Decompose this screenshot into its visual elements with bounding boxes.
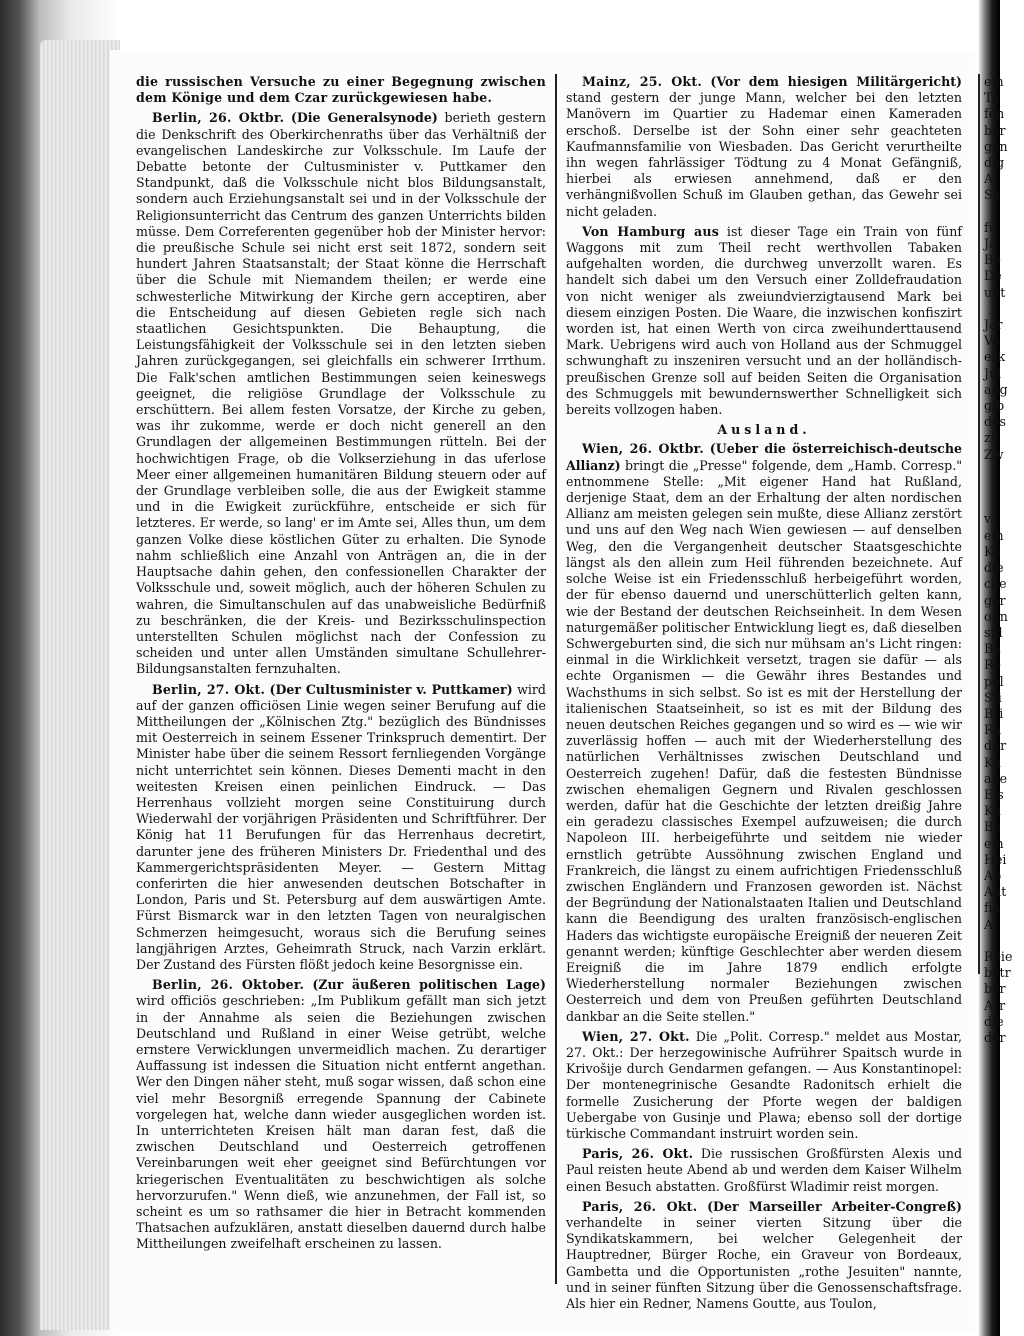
article-body: wird officiös geschrieben: „Im Publikum gefällt man sich jetzt in der Annahme als seien die Beziehungen zwischen Deutschland und Rußland in einer Weise getrübt, welche ernstere Verwicklungen unvermeidlich machen. Zu derartiger Auffassung ist indessen die Situation nicht entfernt angethan. Wer den Dingen näher steht, muß sogar wissen, daß schon eine viel mehr Besorgniß erregende Spannung der Cabinete vorgelegen hat, welche dann wieder ausgeglichen worden ist. In unterrichteten Kreisen hält man daran fest, daß die zwischen Deutschland und Oesterreich getroffenen Vereinbarungen weit eher geeignet sind Befürchtungen vor kriegerischen Eventualitäten zu beschwichtigen als solche hervorzurufen." Wenn dieß, wie anzunehmen, der Fall ist, so scheint es um so rathsamer die hier in Betracht kommenden Thatsachen aufzuklären, anstatt dieselben dauernd durch halbe Mittheilungen zweifelhaft erscheinen zu lassen. <box>136 993 546 1252</box>
cut-off-line-fragment: des <box>984 414 1006 430</box>
cut-off-line-fragment: pol <box>984 673 1004 689</box>
article-berlin-cultusminister <box>136 682 546 974</box>
cut-off-line-fragment: zu <box>984 430 999 446</box>
cut-off-line-fragment: Hei <box>984 851 1007 867</box>
cut-off-line-fragment: Ab <box>984 867 1002 883</box>
cut-off-line-fragment: ohn <box>984 608 1008 624</box>
cut-off-line-fragment: fen <box>984 106 1005 122</box>
cut-off-line-fragment: unt <box>984 284 1006 300</box>
cut-off-line-fragment: Ta <box>984 90 999 106</box>
cut-off-line-fragment: Sti <box>984 689 1002 705</box>
cut-off-line-fragment <box>984 933 1024 949</box>
article-body: verhandelte in seiner vierten Sitzung über die Syndikatskammern, bei welcher Gelegenheit der Hauptredner, Bürger Roche, ein Graveur von Bordeaux, Gambetta und die Opportunisten „rothe Jesuiten" nannte, und in seiner fünften Sitzung über die Genossenschaftsfrage. Als hier ein Redner, Namens Goutte, aus Toulon, <box>566 1215 962 1312</box>
article-hamburg <box>566 224 962 418</box>
cut-off-line-fragment: Ra <box>984 722 1002 738</box>
dateline: Berlin, 26. Oktbr. <box>152 110 285 126</box>
cut-off-line-fragment: Jul <box>984 365 1002 381</box>
cut-off-line-fragment: Ka <box>984 803 1001 819</box>
cut-off-line-fragment: Ja <box>984 236 997 252</box>
article-wien-allianz <box>566 441 962 1024</box>
dateline: Berlin, 26. Oktober. <box>152 977 305 993</box>
cut-off-line-fragment: Reie <box>984 948 1013 964</box>
cut-off-line-fragment: ang <box>984 381 1008 397</box>
dateline: Von Hamburg aus <box>582 223 719 239</box>
cut-off-line-fragment: der <box>984 1029 1006 1045</box>
article-body: stand gestern der junge Mann, welcher bei den letzten Manövern im Quartier zu Hademar einen Kameraden erschoß. Derselbe ist der Sohn einer sehr geachteten Kaufmannsfamilie von Wiesbaden. Das Gericht verurtheilte ihn wegen fahrlässiger Tödtung zu 4 Monat Gefängniß, hierbei als erwiesen annehmend, daß er den verhängnißvollen Schuß im Glauben gethan, das Gewehr sei nicht geladen. <box>566 90 962 219</box>
section-heading-ausland: Ausland. <box>717 422 811 438</box>
column-divider-right <box>978 74 980 974</box>
article-headline: (Zur äußeren politischen Lage) <box>312 977 546 993</box>
article-wien-polit-corresp <box>566 1029 962 1142</box>
cut-off-line-fragment: die <box>984 560 1004 576</box>
article-paris-grossfuersten <box>566 1146 962 1195</box>
article-body: Die russischen Großfürsten Alexis und Paul reisten heute Abend ab und werden dem Kaiser Wilhelm einen Besuch abstatten. Großfürst Wladimir reist morgen. <box>566 1146 963 1194</box>
cut-off-line-fragment: abe <box>984 770 1008 786</box>
article-headline: (Die Generalsynode) <box>290 110 438 126</box>
cut-off-line-fragment: die <box>984 1013 1004 1029</box>
continuation-text: die russischen Versuche zu einer Begegnung zwischen dem Könige und dem Czar zurückgewiesen habe. <box>136 74 546 106</box>
cut-off-line-fragment: ein <box>984 74 1004 89</box>
cut-off-line-fragment: erk <box>984 349 1006 365</box>
cut-off-line-fragment <box>984 301 1024 317</box>
article-berlin-politische-lage <box>136 977 546 1252</box>
dateline: Wien, 26. Oktbr. <box>582 441 704 457</box>
cut-off-line-fragment: Ant <box>984 884 1007 900</box>
article-headline: (Der Marseiller Arbeiter-Congreß) <box>707 1198 962 1214</box>
cut-off-line-fragment: ein <box>984 527 1004 543</box>
article-paris-arbeiter-congress <box>566 1199 962 1312</box>
dateline: Wien, 27. Okt. <box>582 1028 690 1044</box>
cut-off-line-fragment: Ar <box>984 171 1000 187</box>
article-body: wird auf der ganzen officiösen Linie wegen seiner Berufung auf die Mittheilungen der „Kölnischen Ztg." bezüglich des Bündnisses mit Oesterreich in seinem Essener Trinkspruch dementirt. Der Minister habe über die seinem Ressort fernliegenden Vorgänge nicht unterrichtet sein können. Dieses Dementi macht in den weitesten Kreisen einen peinlichen Eindruck. — Das Herrenhaus vollzieht morgen seine Constituirung durch Wiederwahl der vorjährigen Präsidenten und Schriftführer. Der König hat 11 Berufungen für das Herrenhaus decretirt, darunter jene des früheren Ministers Dr. Friedenthal und des Kammergerichtspräsidenten Meyer. — Gestern Mittag conferirten die hier anwesenden deutschen Botschafter in London, Paris und St. Petersburg auf dem auswärtigen Amte. Fürst Bismarck war in den letzten Tagen von neuralgischen Schmerzen heimgesucht, woraus sich die Berufung seines langjährigen Arztes, Geheimrath Struck, nach Varzin erklärt. Der Zustand des Fürsten flößt jedoch keine Besorgnisse ein. <box>136 681 546 972</box>
dateline: Paris, 26. Okt. <box>582 1146 694 1162</box>
cut-off-line-fragment: Ka <box>984 754 1001 770</box>
dateline: Berlin, 27. Okt. <box>152 681 266 697</box>
cut-off-line-fragment: dur <box>984 738 1007 754</box>
cut-off-line-fragment: v. <box>984 511 994 527</box>
cut-off-line-fragment <box>984 463 1024 479</box>
cut-off-line-fragment: Jar <box>984 317 1003 333</box>
cut-off-line-fragment <box>984 204 1024 220</box>
article-headline: (Der Cultusminister v. Puttkamer) <box>269 681 513 697</box>
article-body: Die „Polit. Corresp." meldet aus Mostar, 27. Okt.: Der herzegowinische Aufrührer Spaitsch wurde in Krivošije durch Gendarmen gefangen. — Aus Konstantinopel: Der montenegrinische Gesandte Radonitsch erhielt die formelle Zusicherung der Pforte wegen der baldigen Uebergabe von Gusinje und Plawa; ebenso soll der dortige türkische Commandant instruirt worden sein. <box>566 1028 962 1141</box>
cut-off-line-fragment: Zw <box>984 446 1004 462</box>
page-stack-edge <box>40 40 120 1330</box>
article-headline: (Vor dem hiesigen Militärgericht) <box>710 74 962 89</box>
column-2 <box>566 74 962 1316</box>
cut-off-line-fragment <box>984 495 1024 511</box>
cut-off-line-fragment <box>984 479 1024 495</box>
scan-top-margin <box>110 0 980 52</box>
cut-off-line-fragment: Bo <box>984 252 1001 268</box>
article-body: bringt die „Presse" folgende, dem „Hamb. Corresp." entnommene Stelle: „Mit eigener Hand hat Rußland, derjenige Staat, dem an der Erhaltung der alten nordischen Allianz am meisten gelegen sein mußte, diese Allianz zerstört und uns auf den Weg nach Wien gewiesen — auf denselben Weg, den die Vergangenheit deutscher Staatsgeschichte längst als den allein zum Heil führenden bezeichnete. Auf solche Weise ist ein Friedensschluß herbeigeführt worden, der für ebenso dauernd und unerschütterlich gelten kann, wie der Bestand der deutschen Reichseinheit. In dem Wesen naturgemäßer politischer Entwicklung liegt es, daß dieselben Schwergeburten sind, die sich nur mühsam an's Licht ringen: einmal in die Wirklichkeit versetzt, tragen sie dafür — als echte Organismen — die Gewähr ihres Bestandes und Wachsthums in sich selbst. So ist es mit der Herstellung der italienischen Staatseinheit, so ist es mit der Bildung des neuen deutschen Reiches gegangen und so wird es — wie wir zuverlässig hoffen — auch mit der Wiederherstellung des natürlichen Verhältnisses zwischen Deutschland und Oesterreich zugehen! Dafür, daß die festesten Bündnisse zwischen ehemaligen Gegnern und Rivalen geschlossen werden, dafür hat die Geschichte der letzten dreißig Jahre ein geradezu classisches Exempel aufzuweisen; die durch Napoleon III. herbeigeführte und seitdem nie wieder ernstlich getrübte Aussöhnung zwischen England und Frankreich, die längst zu einem aufrichtigen Friedensschluß zwischen Engländern und Franzosen geworden ist. Nächst der Begründung der Nationalstaaten Italien und Deutschland kann die Beendigung des uralten französisch-englischen Haders das wichtigste europäische Ereigniß der neueren Zeit genannt werden; künftige Geschlechter aber werden diesem Ereigniß die im Jahre 1879 endlich erfolgte Wiederherstellung normaler Beziehungen zwischen Oesterreich und dem von Preußen geführten Deutschland dankbar an die Seite stellen." <box>566 457 962 1024</box>
article-body: ist dieser Tage ein Train von fünf Waggons mit zum Theil recht werthvollen Tabaken aufgehalten worden, die durchweg unverzollt waren. Es handelt sich dabei um den Versuch einer Zolldefraudation von nicht weniger als zweiundvierzigtausend Mark bei diesem einzigen Posten. Die Waare, die inzwischen konfiszirt worden ist, hat einen Werth von circa zweihunderttausend Mark. Uebrigens wird auch von Holland aus der Schmuggel schwunghaft zu inszeniren versucht und an der holländisch-preußischen Grenze soll auf beiden Seiten die Organisation des Schmuggels mit bewundernswerther Schnelligkeit sich bereits vollzogen haben. <box>566 223 962 418</box>
article-headline: (Ueber die österreichisch-deutsche Allianz) <box>566 441 962 473</box>
cut-off-line-fragment: gib <box>984 398 1005 414</box>
cut-off-line-fragment: ber <box>984 122 1006 138</box>
dateline: Mainz, 25. Okt. <box>582 74 702 89</box>
cut-off-line-fragment: Kö <box>984 543 1001 559</box>
cut-off-line-fragment: ein <box>984 835 1004 851</box>
column-divider <box>555 74 557 1284</box>
cut-off-line-fragment: che <box>984 576 1007 592</box>
cut-off-line-fragment: ger <box>984 592 1006 608</box>
cut-off-line-fragment: ber <box>984 981 1006 997</box>
cut-off-line-fragment: gen <box>984 138 1008 154</box>
cut-off-line-fragment: Vo <box>984 333 1000 349</box>
cut-off-line-fragment: Be <box>984 819 1001 835</box>
dateline: Paris, 26. Okt. <box>582 1198 698 1214</box>
cut-off-line-fragment: dig <box>984 155 1005 171</box>
cut-off-line-fragment: Re <box>984 657 1001 673</box>
cut-off-line-fragment: Eis <box>984 786 1004 802</box>
cut-off-line-fragment: fin <box>984 900 1001 916</box>
article-continuation <box>136 74 546 106</box>
cut-off-line-fragment: Sa <box>984 187 1001 203</box>
cut-off-line-fragment: Ar <box>984 916 1000 932</box>
cut-off-line-fragment: De <box>984 268 1002 284</box>
cut-off-line-fragment: fü <box>984 219 997 235</box>
cut-off-line-fragment: Ba <box>984 641 1001 657</box>
column-3-cut-off <box>984 74 1024 1046</box>
column-1 <box>136 74 546 1257</box>
cut-off-line-fragment: Bri <box>984 705 1004 721</box>
cut-off-line-fragment: betr <box>984 965 1011 981</box>
article-mainz <box>566 74 962 220</box>
cut-off-line-fragment: Arr <box>984 997 1006 1013</box>
cut-off-line-fragment: sid <box>984 624 1003 640</box>
article-body: berieth gestern die Denkschrift des Oberkirchenraths über das Verhältniß der evangelischen Landeskirche zur Volksschule. Im Laufe der Debatte betonte der Cultusminister v. Puttkamer den Standpunkt, daß die Volksschule nicht blos Bildungsanstalt, sondern auch Erziehungsanstalt sei und in der Volksschule der Religionsunterricht das Centrum des ganzen Unterrichts bilden müsse. Dem Correferenten gegenüber hob der Minister hervor: die preußische Schule sei nicht erst seit 1872, sondern seit hundert Jahren Staatsanstalt; der Staat könne die Herrschaft über die Schule mit Niemandem theilen; er werde eine schwesterliche Mitwirkung der Kirche gern acceptiren, aber die Entscheidung auf diesen Gebieten regle sich nach staatlichen Gesichtspunkten. Die Behauptung, die Leistungsfähigkeit der Volksschule sei in den letzten sieben Jahren zurückgegangen, sei gleichfalls ein schwerer Irrthum. Die Falk'schen amtlichen Bestimmungen seien keineswegs geeignet, die religiöse Grundlage der Volksschule zu erschüttern. Bei allem festen Vorsatze, der Kirche zu geben, was ihr zukomme, werde er doch nicht generell an den Grundlagen der allgemeinen Bestimmungen rütteln. Bei der hochwichtigen Frage, ob die Volkserziehung in das uferlose Meer einer allgemeinen humanitären Bildung steuern oder auf der Grundlage verbleiben solle, die aus der Ewigkeit stamme und in die Ewigkeit zurückführe, entscheide er sich für letzteres. Er werde, so lang' er im Amte sei, Alles thun, um dem ganzen Volke diese köstlichen Güter zu erhalten. Die Synode nahm schließlich eine Anzahl von Anträgen an, die in der Hauptsache dahin gehen, den confessionellen Charakter der Volksschule und, soweit möglich, auch der höheren Schulen zu wahren, die Simultanschulen auf das unabweisliche Bedürfniß zu beschränken, die der Kreis- und Bezirksschulinspection unterstellten Schulen möglichst nach der Confession zu scheiden und unter allen Umständen simultane Schullehrer-Bildungsanstalten fernzuhalten. <box>136 110 546 677</box>
article-berlin-generalsynode <box>136 110 546 677</box>
